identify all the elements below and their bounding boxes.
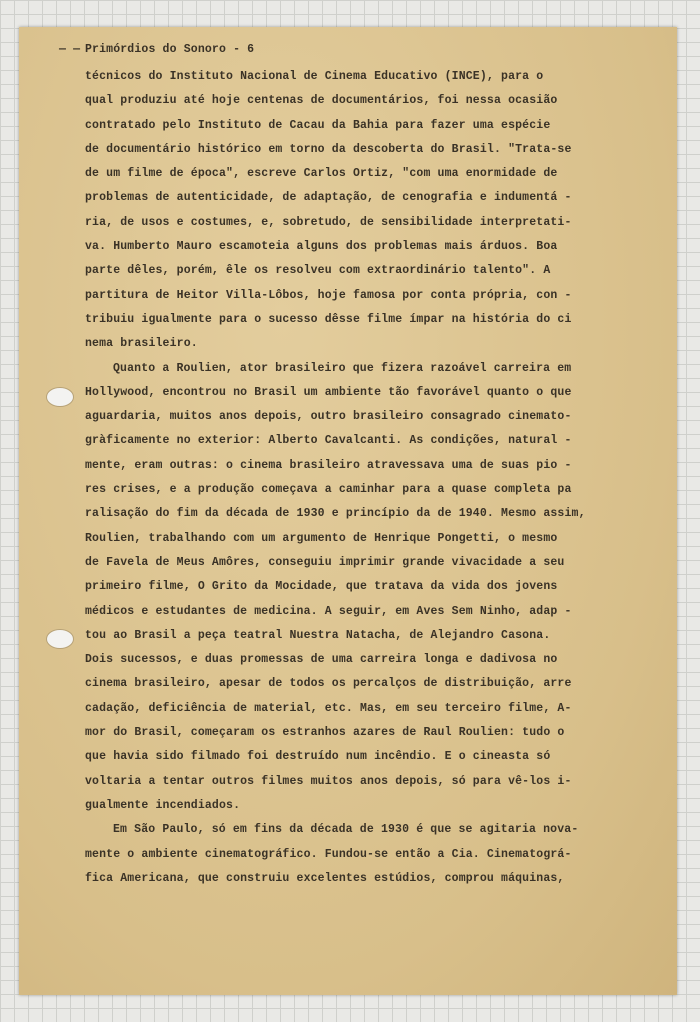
text-line: tou ao Brasil a peça teatral Nuestra Natacha, de Alejandro Casona. xyxy=(85,628,551,642)
text-line: problemas de autenticidade, de adaptação, de cenografia e indumentá - xyxy=(85,191,572,205)
text-line: Em São Paulo, só em fins da década de 1930 é que se agitaria nova- xyxy=(113,823,579,837)
text-line: contratado pelo Instituto de Cacau da Bahia para fazer uma espécie xyxy=(85,118,551,132)
text-line: parte dêles, porém, êle os resolveu com extraordinário talento". A xyxy=(85,264,551,278)
text-line: nema brasileiro. xyxy=(85,337,198,351)
document-body xyxy=(59,35,663,891)
binder-hole-lower xyxy=(46,629,74,649)
text-line: ralisação do fim da década de 1930 e princípio da de 1940. Mesmo assim, xyxy=(85,507,586,521)
binder-hole-upper xyxy=(46,387,74,407)
text-line: voltaria a tentar outros filmes muitos anos depois, só para vê-los i- xyxy=(85,774,572,788)
page-header xyxy=(59,35,663,65)
text-line: cinema brasileiro, apesar de todos os percalços de distribuição, arre xyxy=(85,677,572,691)
text-line: Dois sucessos, e duas promessas de uma carreira longa e dadivosa no xyxy=(85,653,558,667)
text-line: Hollywood, encontrou no Brasil um ambiente tão favorável quanto o que xyxy=(85,385,572,399)
text-line: tribuiu igualmente para o sucesso dêsse filme ímpar na história do ci xyxy=(85,312,572,326)
text-line: mente o ambiente cinematográfico. Fundou-se então a Cia. Cinematográ- xyxy=(85,847,572,861)
text-line: gualmente incendiados. xyxy=(85,798,241,812)
paragraph-1 xyxy=(85,65,663,357)
text-line: cadação, deficiência de material, etc. Mas, em seu terceiro filme, A- xyxy=(85,701,572,715)
text-line: partitura de Heitor Villa-Lôbos, hoje famosa por conta própria, con - xyxy=(85,288,572,302)
paragraph-2 xyxy=(85,357,663,819)
text-line: Quanto a Roulien, ator brasileiro que fizera razoável carreira em xyxy=(113,361,572,375)
text-line: qual produziu até hoje centenas de documentários, foi nessa ocasião xyxy=(85,94,558,108)
text-line: técnicos do Instituto Nacional de Cinema Educativo (INCE), para o xyxy=(85,70,544,83)
header-dash: — — xyxy=(59,43,81,56)
text-line: de Favela de Meus Amôres, conseguiu imprimir grande vivacidade a seu xyxy=(85,555,565,569)
page-title: Primórdios do Sonoro - 6 xyxy=(85,43,255,56)
text-line: primeiro filme, O Grito da Mocidade, que tratava da vida dos jovens xyxy=(85,580,558,594)
document-page xyxy=(19,27,677,995)
text-line: fica Americana, que construiu excelentes estúdios, comprou máquinas, xyxy=(85,871,565,885)
text-line: médicos e estudantes de medicina. A seguir, em Aves Sem Ninho, adap - xyxy=(85,604,572,618)
text-line: va. Humberto Mauro escamoteia alguns dos problemas mais árduos. Boa xyxy=(85,240,558,254)
text-line: Roulien, trabalhando com um argumento de Henrique Pongetti, o mesmo xyxy=(85,531,558,545)
text-line: mor do Brasil, começaram os estranhos azares de Raul Roulien: tudo o xyxy=(85,726,565,740)
text-line: de documentário histórico em torno da descoberta do Brasil. "Trata-se xyxy=(85,142,572,156)
text-line: de um filme de época", escreve Carlos Ortiz, "com uma enormidade de xyxy=(85,167,558,181)
paragraph-3 xyxy=(85,818,663,891)
text-line: gràficamente no exterior: Alberto Cavalcanti. As condições, natural - xyxy=(85,434,572,448)
text-line: que havia sido filmado foi destruído num incêndio. E o cineasta só xyxy=(85,750,551,764)
text-line: ria, de usos e costumes, e, sobretudo, de sensibilidade interpretati- xyxy=(85,215,572,229)
text-line: res crises, e a produção começava a caminhar para a quase completa pa xyxy=(85,483,572,497)
text-line: aguardaria, muitos anos depois, outro brasileiro consagrado cinemato- xyxy=(85,410,572,424)
text-line: mente, eram outras: o cinema brasileiro atravessava uma de suas pio - xyxy=(85,458,572,472)
